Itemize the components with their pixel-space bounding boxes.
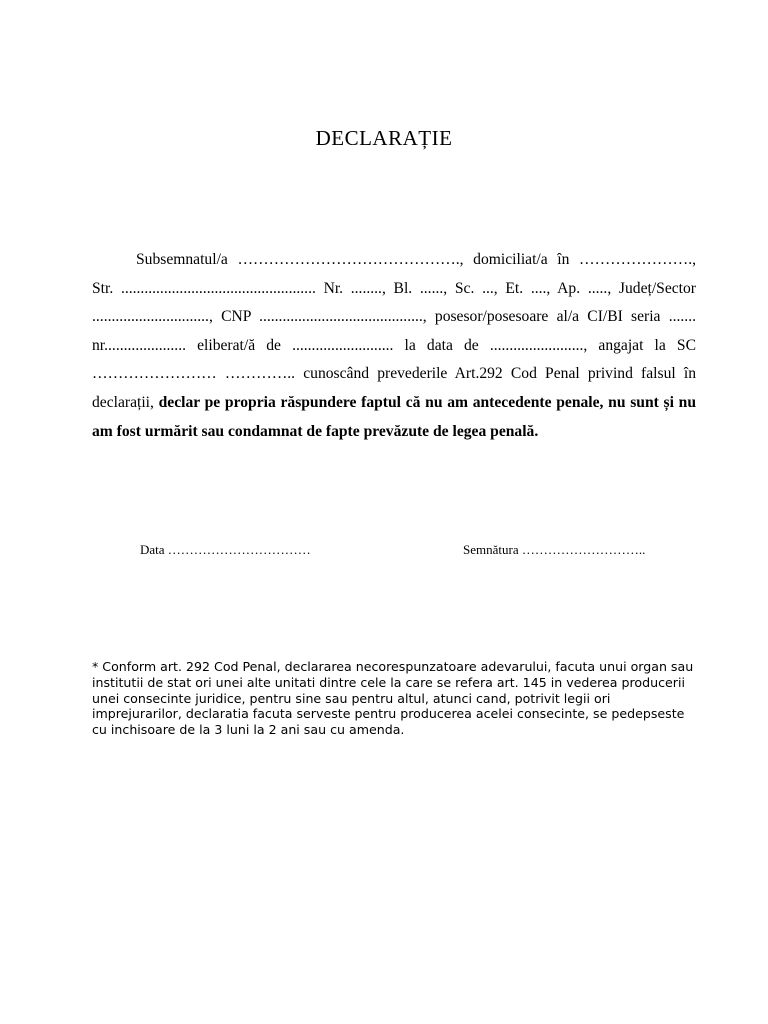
document-title: DECLARAȚIE <box>315 126 453 150</box>
declaration-statement: declar pe propria răspundere faptul că nu am antecedente penale, nu sunt și nu am fost urmărit sau condamnat de fapte prevăzute de legea penală. <box>92 393 696 440</box>
date-field: Data …………………………… <box>140 542 311 557</box>
legal-footnote: * Conform art. 292 Cod Penal, declararea necorespunzatoare adevarului, facuta unui organ sau institutii de stat ori unei alte unitati dintre cele la care se refera art. 145 in vederea producerii unei consecinte juridice, pentru sine sau pentru altul, atunci cand, potrivit legii ori imprejurarilor, declaratia facuta serveste pentru producerea acelei consecinte, se pedepseste cu inchisoare de la 3 luni la 2 ani sau cu amenda. <box>92 659 694 738</box>
declaration-body <box>92 246 696 446</box>
signature-field: Semnătura ……………………….. <box>463 542 646 557</box>
declaration-text: Subsemnatul/a ……………………………………., domiciliat/a în …………………., Str. .................................................. Nr. ........, Bl. ......, Sc. ..., Et. ...., Ap. ....., Județ/Sector .............................., CNP .........................................., posesor/posesoare al/a CI/BI seria ....... nr..................... eliberat/ă de .......................... la data de ........................, angajat la SC …………………… ………….. cunoscând prevederile Art.292 Cod Penal privind falsul în declarații, <box>92 251 696 411</box>
